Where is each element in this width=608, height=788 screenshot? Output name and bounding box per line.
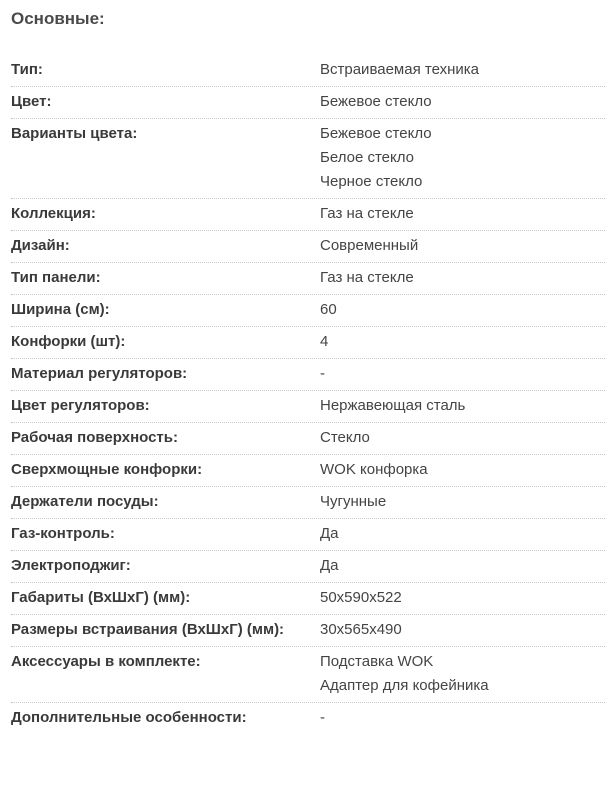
spec-row xyxy=(11,487,605,519)
spec-label: Тип: xyxy=(11,61,43,78)
spec-row xyxy=(11,519,605,551)
spec-values xyxy=(320,362,605,386)
spec-row xyxy=(11,119,605,199)
spec-label: Конфорки (шт): xyxy=(11,333,126,350)
spec-value: WOK конфорка xyxy=(320,461,428,478)
spec-values xyxy=(320,90,605,114)
spec-values xyxy=(320,490,605,514)
spec-value: Нержавеющая сталь xyxy=(320,397,466,414)
spec-value: Стекло xyxy=(320,429,370,446)
spec-value: Да xyxy=(320,525,339,542)
spec-label: Ширина (см): xyxy=(11,301,110,318)
spec-row xyxy=(11,423,605,455)
spec-value: Черное стекло xyxy=(320,173,423,190)
spec-row xyxy=(11,583,605,615)
spec-value: - xyxy=(320,365,325,382)
spec-row xyxy=(11,55,605,87)
spec-label: Коллекция: xyxy=(11,205,96,222)
spec-value: Адаптер для кофейника xyxy=(320,677,489,694)
spec-label: Варианты цвета: xyxy=(11,125,138,142)
spec-label: Рабочая поверхность: xyxy=(11,429,178,446)
spec-values xyxy=(320,298,605,322)
spec-row xyxy=(11,551,605,583)
spec-label: Дополнительные особенности: xyxy=(11,709,247,726)
spec-values xyxy=(320,586,605,610)
spec-value: 4 xyxy=(320,333,329,350)
spec-value: Бежевое стекло xyxy=(320,125,432,142)
spec-value: 30x565x490 xyxy=(320,621,402,638)
spec-values xyxy=(320,234,605,258)
spec-label: Материал регуляторов: xyxy=(11,365,188,382)
spec-row xyxy=(11,647,605,703)
spec-label: Габариты (ВхШхГ) (мм): xyxy=(11,589,191,606)
spec-label: Аксессуары в комплекте: xyxy=(11,653,201,670)
spec-label: Электроподжиг: xyxy=(11,557,131,574)
spec-label: Держатели посуды: xyxy=(11,493,159,510)
spec-label: Размеры встраивания (ВхШхГ) (мм): xyxy=(11,621,285,638)
spec-values xyxy=(320,522,605,546)
spec-label: Дизайн: xyxy=(11,237,70,254)
spec-value: Газ на стекле xyxy=(320,205,414,222)
spec-list xyxy=(11,55,605,734)
spec-row xyxy=(11,391,605,423)
spec-row xyxy=(11,327,605,359)
spec-values xyxy=(320,706,605,730)
spec-value: Современный xyxy=(320,237,419,254)
spec-row xyxy=(11,231,605,263)
spec-value: - xyxy=(320,709,325,726)
spec-values xyxy=(320,618,605,642)
spec-label: Сверхмощные конфорки: xyxy=(11,461,203,478)
spec-value: Подставка WOK xyxy=(320,653,434,670)
spec-value: Встраиваемая техника xyxy=(320,61,479,78)
spec-value: Газ на стекле xyxy=(320,269,414,286)
spec-value: 50x590x522 xyxy=(320,589,402,606)
spec-value: Да xyxy=(320,557,339,574)
section-title: Основные: xyxy=(11,9,105,28)
spec-value: Чугунные xyxy=(320,493,387,510)
spec-row xyxy=(11,87,605,119)
spec-values xyxy=(320,650,605,698)
spec-values xyxy=(320,330,605,354)
spec-row xyxy=(11,455,605,487)
spec-row xyxy=(11,295,605,327)
spec-row xyxy=(11,263,605,295)
spec-label: Цвет: xyxy=(11,93,52,110)
spec-values xyxy=(320,458,605,482)
spec-values xyxy=(320,122,605,194)
spec-values xyxy=(320,426,605,450)
spec-value: 60 xyxy=(320,301,337,318)
spec-row xyxy=(11,615,605,647)
spec-values xyxy=(320,554,605,578)
spec-label: Тип панели: xyxy=(11,269,101,286)
spec-values xyxy=(320,58,605,82)
spec-value: Бежевое стекло xyxy=(320,93,432,110)
spec-values xyxy=(320,394,605,418)
spec-row xyxy=(11,359,605,391)
spec-values xyxy=(320,266,605,290)
spec-value: Белое стекло xyxy=(320,149,414,166)
spec-label: Газ-контроль: xyxy=(11,525,115,542)
spec-row xyxy=(11,703,605,734)
spec-label: Цвет регуляторов: xyxy=(11,397,150,414)
spec-row xyxy=(11,199,605,231)
spec-values xyxy=(320,202,605,226)
